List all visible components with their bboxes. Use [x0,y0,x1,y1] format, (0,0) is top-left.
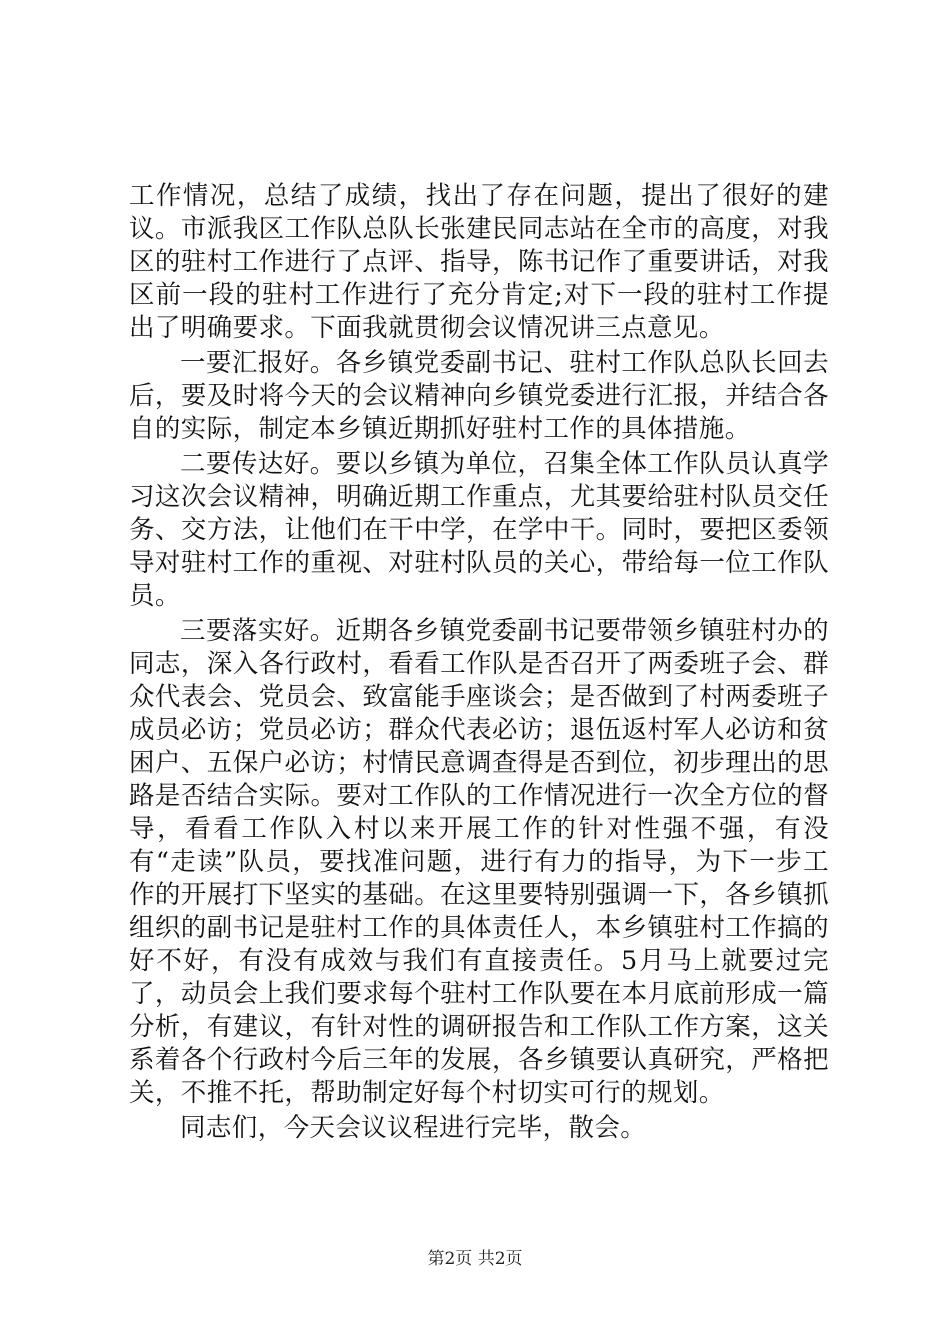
paragraph-report: 一要汇报好。各乡镇党委副书记、驻村工作队总队长回去后，要及时将今天的会议精神向乡镇党委进行汇报，并结合各自的实际，制定本乡镇近期抓好驻村工作的具体措施。 [129,348,829,444]
document-body [129,180,829,1147]
paragraph-closing: 同志们，今天会议议程进行完毕，散会。 [180,1113,647,1143]
paragraph-continuation: 工作情况，总结了成绩，找出了存在问题，提出了很好的建议。市派我区工作队总队长张建民同志站在全市的高度，对我区的驻村工作进行了点评、指导，陈书记作了重要讲话，对我区前一段的驻村工作进行了充分肯定;对下一段的驻村工作提出了明确要求。下面我就贯彻会议情况讲三点意见。 [129,181,829,343]
paragraph-implement: 三要落实好。近期各乡镇党委副书记要带领乡镇驻村办的同志，深入各行政村，看看工作队是否召开了两委班子会、群众代表会、党员会、致富能手座谈会；是否做到了村两委班子成员必访；党员必访；群众代表必访；退伍返村军人必访和贫困户、五保户必访；村情民意调查得是否到位，初步理出的思路是否结合实际。要对工作队的工作情况进行一次全方位的督导，看看工作队入村以来开展工作的针对性强不强，有没有“走读”队员，要找准问题，进行有力的指导，为下一步工作的开展打下坚实的基础。在这里要特别强调一下，各乡镇抓组织的副书记是驻村工作的具体责任人，本乡镇驻村工作搞的好不好，有没有成效与我们有直接责任。5月马上就要过完了，动员会上我们要求每个驻村工作队要在本月底前形成一篇分析，有建议，有针对性的调研报告和工作队工作方案，这关系着各个行政村今后三年的发展，各乡镇要认真研究，严格把关，不推不托，帮助制定好每个村切实可行的规划。 [129,616,829,1108]
paragraph-convey: 二要传达好。要以乡镇为单位，召集全体工作队员认真学习这次会议精神，明确近期工作重点，尤其要给驻村队员交任务、交方法，让他们在干中学，在学中干。同时，要把区委领导对驻村工作的重视、对驻村队员的关心，带给每一位工作队员。 [129,449,829,611]
page-footer: 第2页 共2页 [427,1249,523,1269]
